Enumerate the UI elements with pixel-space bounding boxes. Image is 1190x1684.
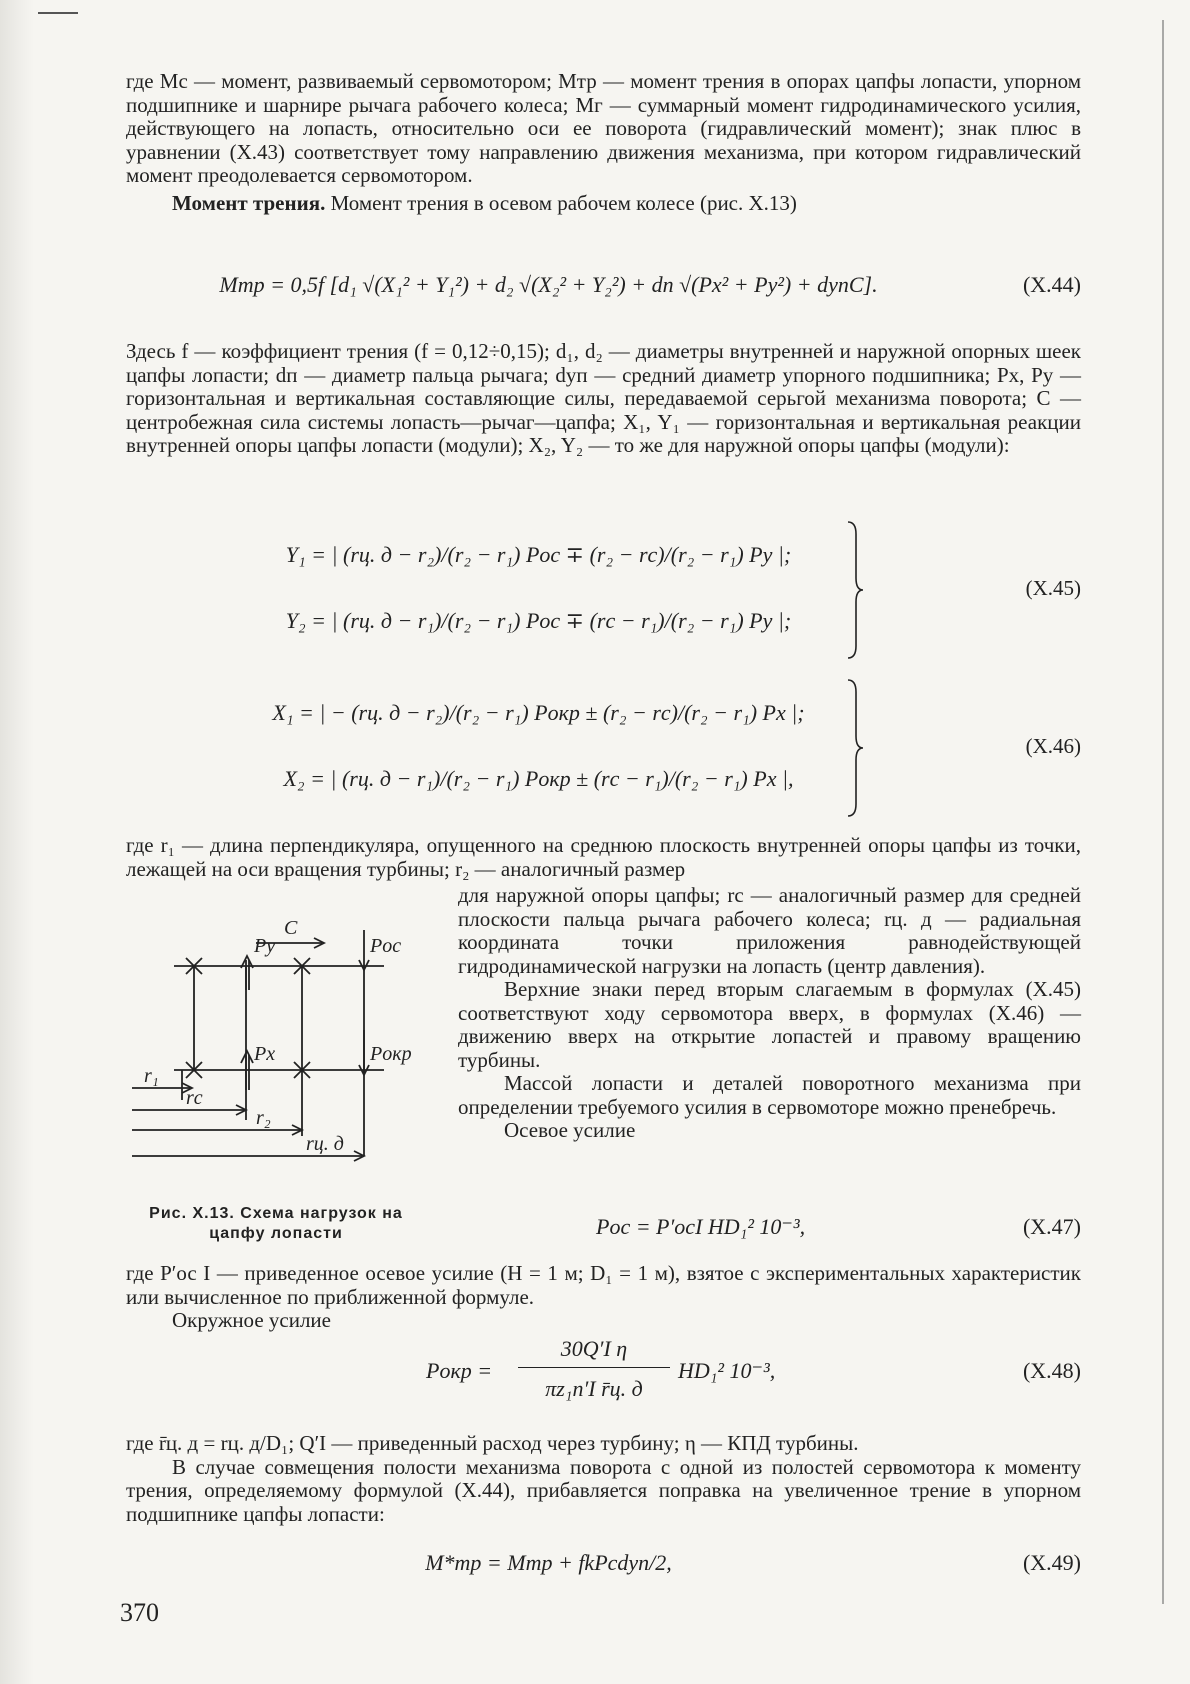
- text-block-top: [126, 70, 1081, 215]
- label-r2: r₂: [256, 1107, 271, 1129]
- equation-x49: [126, 1550, 1081, 1586]
- text-block-definitions: [126, 340, 1081, 458]
- equation-number: (X.47): [1022, 1214, 1081, 1239]
- equation-system-x46: [126, 678, 1081, 818]
- label-poc: Pос: [370, 935, 402, 957]
- label-pokr: Pокр: [370, 1043, 412, 1065]
- label-rc: rс: [186, 1087, 203, 1109]
- equation-line-y1: Y₁ = | (rц. д − r₂)/(r₂ − r₁) Pос ∓ (r₂ − rс)/(r₂ − r₁) Py |;: [285, 542, 792, 567]
- label-py: Py: [254, 935, 276, 957]
- text-block-axial-force: [126, 1262, 1081, 1333]
- label-c: C: [284, 917, 298, 939]
- equation-rhs: HD₁² 10⁻³,: [678, 1358, 776, 1383]
- paragraph-r-definitions-cont: для наружной опоры цапфы; rс — аналогичный размер для средней плоскости пальца рычага рабочего колеса; rц. д — радиальная координата точки приложения равнодействующей гидродинамической нагрузки на лопасть (центр давления).: [458, 883, 1081, 978]
- page-number: 370: [120, 1598, 159, 1627]
- paragraph-r-definitions: где r₁ — длина перпендикуляра, опущенного на среднюю плоскость внутренней опоры цапфы из точки, лежащей на оси вращения турбины; r₂ — аналогичный размер: [126, 833, 1081, 881]
- paragraph-definitions-coefficients: Здесь f — коэффициент трения (f = 0,12÷0,15); d₁, d₂ — диаметры внутренней и наружной опорных шеек цапфы лопасти; dп — диаметр пальца рычага; dуп — средний диаметр упорного подшипника; Px, Py — горизонтальная и вертикальная составляющие силы, передаваемой серьгой механизма поворота; C — центробежная сила системы лопасть—рычаг—цапфа; X₁, Y₁ — горизонтальная и вертикальная реакции внутренней опоры цапфы лопасти (модули); X₂, Y₂ — то же для наружной опоры цапфы (модули):: [126, 339, 1081, 457]
- paragraph-friction-correction: В случае совмещения полости механизма поворота с одной из полостей сервомотора к моменту трения, определяемому формулой (X.44), прибавляется поправка на увеличенное трение в упорном подшипнике цапфы лопасти:: [126, 1454, 1081, 1526]
- equation-line-x1: X₁ = | − (rц. д − r₂)/(r₂ − r₁) Pокр ± (r₂ − rс)/(r₂ − r₁) Px |;: [272, 700, 805, 725]
- equation-number: (X.48): [1022, 1358, 1081, 1383]
- equation-denominator: πz₁n′I r̄ц. д: [545, 1376, 643, 1401]
- label-px: Px: [254, 1043, 276, 1065]
- paragraph-definitions-moments: где Mс — момент, развиваемый сервомотором; Mтр — момент трения в опорах цапфы лопасти, упорном подшипнике и шарнире рычага рабочего колеса; Mг — суммарный момент гидродинамического усилия, действующего на лопасть, относительно оси ее поворота (гидравлический момент); знак плюс в уравнении (X.43) соответствует тому направлению движения механизма, при котором гидравлический момент преодолевается сервомотором.: [126, 69, 1081, 187]
- fraction-bar: [518, 1367, 670, 1368]
- equation-numerator: 30Q′I η: [560, 1336, 628, 1361]
- equation-x47: [126, 1214, 1081, 1250]
- equation-line-x2: X₂ = | (rц. д − r₁)/(r₂ − r₁) Pокр ± (rс − r₁)/(r₂ − r₁) Px |,: [283, 766, 794, 791]
- equation-x44: [126, 272, 1081, 312]
- section-intro: Момент трения в осевом рабочем колесе (рис. X.13): [325, 190, 797, 215]
- figure-caption: Рис. X.13. Схема нагрузок на цапфу лопасти: [149, 1205, 403, 1242]
- equation-line-y2: Y₂ = | (rц. д − r₁)/(r₂ − r₁) Pос ∓ (rс − r₁)/(r₂ − r₁) Py |;: [285, 608, 792, 633]
- equation-body: Mтр = 0,5f [d₁ √(X₁² + Y₁²) + d₂ √(X₂² + Y₂²) + dп √(Px² + Py²) + dупC].: [219, 272, 878, 297]
- equation-number: (X.44): [1022, 272, 1081, 297]
- equation-body: M*тр = Mтр + fkPсdуп/2,: [425, 1550, 672, 1575]
- paragraph-circumferential-force-label: Окружное усилие: [172, 1308, 331, 1332]
- equation-number: (X.46): [1025, 734, 1081, 758]
- equation-lhs: Pокр =: [426, 1358, 493, 1383]
- text-block-conclusion: [126, 1432, 1081, 1526]
- paragraph-mass-neglect: Массой лопасти и деталей поворотного механизма при определении требуемого усилия в сервомоторе можно пренебречь.: [458, 1071, 1081, 1119]
- paragraph-axial-force-label: Осевое усилие: [504, 1118, 636, 1142]
- text-block-r-definitions: [126, 834, 1081, 881]
- equation-body: Pос = P′осI HD₁² 10⁻³,: [596, 1214, 806, 1239]
- paragraph-r-bar-definition: где r̄ц. д = rц. д/D₁; Q′I — приведенный расход через турбину; η — КПД турбины.: [126, 1431, 859, 1455]
- page-edge-shadow: [0, 0, 34, 1684]
- text-column-right: [458, 884, 1081, 1143]
- figure-x13-load-diagram: [126, 890, 426, 1190]
- equation-number: (X.45): [1025, 576, 1081, 600]
- right-brace-icon: [846, 520, 864, 660]
- label-rcd: rц. д: [306, 1133, 344, 1155]
- equation-system-x45: [126, 520, 1081, 660]
- section-friction-moment: [126, 192, 1081, 216]
- page-corner-mark: [38, 12, 78, 14]
- page-binding-edge: [1162, 20, 1164, 1604]
- equation-number: (X.49): [1022, 1550, 1081, 1575]
- equation-x48: [126, 1336, 1081, 1410]
- paragraph-reduced-axial-force: где P′ос I — приведенное осевое усилие (H = 1 м; D₁ = 1 м), взятое с экспериментальных характеристик или вычисленное по приближенной формуле.: [126, 1261, 1081, 1309]
- right-brace-icon: [846, 678, 864, 818]
- paragraph-sign-convention: Верхние знаки перед вторым слагаемым в формулах (X.45) соответствуют ходу сервомотора вверх, в формулах (X.46) — движению вверх на открытие лопастей и правому вращению турбины.: [458, 977, 1081, 1072]
- label-r1: r₁: [144, 1065, 159, 1087]
- section-heading: Момент трения.: [172, 190, 326, 215]
